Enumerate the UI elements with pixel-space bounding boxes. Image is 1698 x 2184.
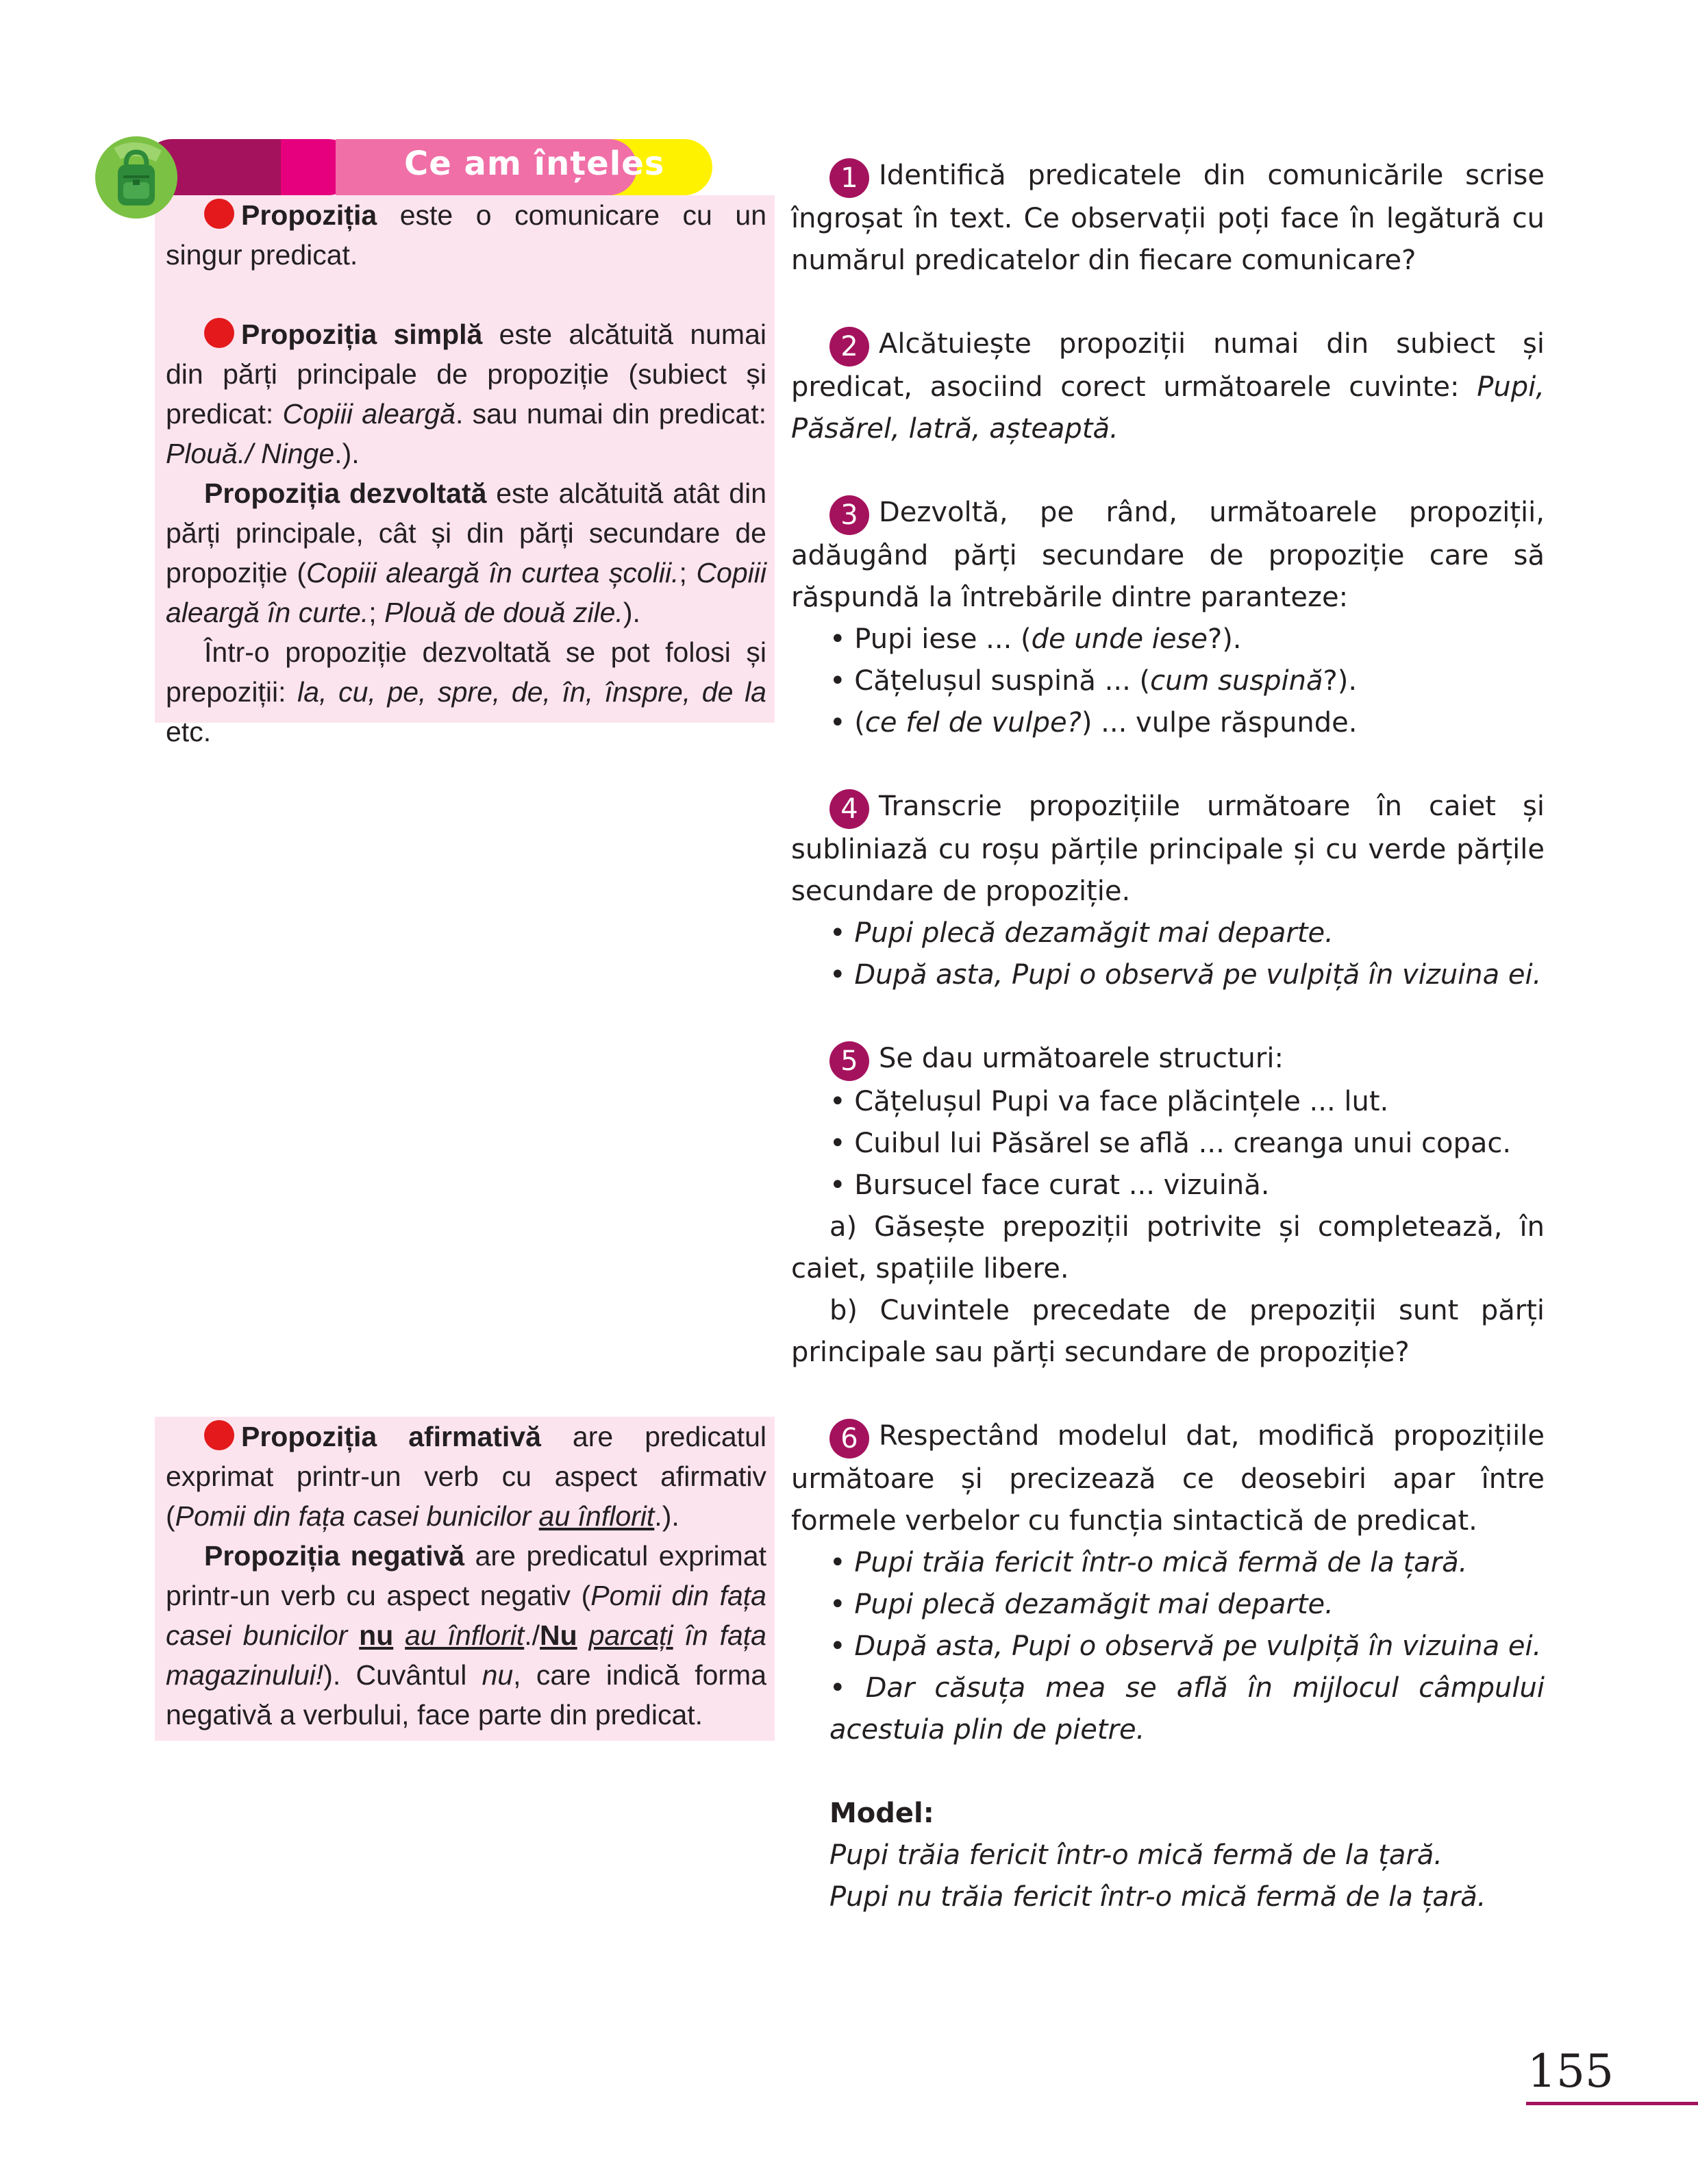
list-item: • Pupi iese ... (de unde iese?). (829, 623, 1242, 655)
exercise-3: 3 Dezvoltă, pe rând, următoarele propoziții, adăugând părți secundare de propoziție care să răspundă la întrebările dintre paranteze: • Pupi iese ... (de unde iese?). • Cățelușul suspină ... (cum suspină?). • (ce fel de vulpe?) ... vulpe răspunde. (791, 492, 1545, 744)
model-sentence-affirmative: Pupi trăia fericit într-o mică fermă de la țară. (829, 1839, 1443, 1871)
exercise-2: 2 Alcătuiește propoziții numai din subiect și predicat, asociind corect următoarele cuvinte: Pupi, Păsărel, latră, așteaptă. (791, 328, 1545, 445)
definition-developed-proposition: Propoziția dezvoltată este alcătuită atât din părți principale, cât și din părți secundare de propoziție (Copiii aleargă în curtea școlii.; Copiii aleargă în curte.; Plouă de două zile.). (166, 477, 767, 628)
definition-proposition: Propoziția este o comunicare cu un singur predicat. (166, 199, 766, 271)
exercise-number-badge: 2 (829, 327, 869, 367)
exercise-number-badge: 4 (829, 789, 869, 829)
page-number: 155 (1527, 2045, 1614, 2098)
subtask-a: a) Găsește prepoziții potrivite și completează, în caiet, spațiile libere. (791, 1211, 1545, 1285)
subtask-b: b) Cuvintele precedate de prepoziții sunt părți principale sau părți secundare de propoziție? (791, 1295, 1545, 1368)
list-item: • Bursucel face curat ... vizuină. (829, 1169, 1270, 1201)
section-title: Ce am înțeles (404, 145, 665, 183)
definition-box-affirmative-negative (155, 1417, 775, 1741)
exercise-number-badge: 5 (829, 1041, 869, 1081)
bullet-dot-icon (204, 1420, 234, 1450)
exercise-number-badge: 6 (829, 1419, 869, 1459)
exercise-6: 6 Respectând modelul dat, modifică propozițiile următoare și precizează ce deosebiri apar între formele verbelor cu funcția sintactică de predicat. • Pupi trăia fericit într-o mică fermă de la țară. • Pupi plecă dezamăgit mai departe. • După asta, Pupi o observă pe vulpiță în vizuina ei. • Dar căsuța mea se află în mijlocul câmpului acestuia plin de pietre. Model: Pupi trăia fericit într-o mică fermă de la țară. Pupi nu trăia fericit într-o mică fermă de la țară. (791, 1415, 1545, 1918)
exercise-number-badge: 3 (829, 495, 869, 535)
list-item: • Pupi plecă dezamăgit mai departe. (829, 1589, 1334, 1620)
list-item: • Cuibul lui Păsărel se află ... creanga unui copac. (829, 1128, 1512, 1159)
exercises-column (791, 155, 1545, 1960)
model-sentence-negative: Pupi nu trăia fericit într-o mică fermă de la țară. (829, 1881, 1486, 1913)
list-item: • Dar căsuța mea se află în mijlocul câmpului acestuia plin de pietre. (829, 1672, 1545, 1746)
exercise-1: 1 Identifică predicatele din comunicările scrise îngroșat în text. Ce observații poți face în legătură cu numărul predicatelor din fiecare comunicare? (791, 160, 1545, 276)
list-item: • Cățelușul Pupi va face plăcințele ... lut. (829, 1086, 1389, 1117)
list-item: • (ce fel de vulpe?) ... vulpe răspunde. (829, 707, 1358, 739)
model-label: Model: (829, 1798, 934, 1829)
bullet-dot-icon (204, 318, 234, 348)
prepositions-note: Într-o propoziție dezvoltată se pot folosi și prepoziții: la, cu, pe, spre, de, în, înspre, de la etc. (166, 636, 766, 747)
definition-box-propositions (155, 195, 775, 747)
definition-affirmative: Propoziția afirmativă are predicatul exprimat printr-un verb cu aspect afirmativ (Pomii din fața casei bunicilor au înflorit.). (166, 1421, 766, 1532)
page-number-underline (1526, 2102, 1698, 2105)
backpack-icon (93, 134, 179, 221)
list-item: • Pupi trăia fericit într-o mică fermă de la țară. (829, 1547, 1468, 1578)
exercise-5: 5 Se dau următoarele structuri: • Cățelușul Pupi va face plăcințele ... lut. • Cuibul lui Păsărel se află ... creanga unui copac. • Bursucel face curat ... vizuină. a) Găsește prepoziții potrivite și completează, în caiet, spațiile libere. b) Cuvintele precedate de prepoziții sunt părți principale sau părți secundare de propoziție? (791, 1038, 1545, 1374)
section-banner (144, 139, 712, 195)
bullet-dot-icon (204, 199, 234, 229)
exercise-4: 4 Transcrie propozițiile următoare în caiet și subliniază cu roșu părțile principale și cu verde părțile secundare de propoziție. • Pupi plecă dezamăgit mai departe. • După asta, Pupi o observă pe vulpiță în vizuina ei. (791, 786, 1545, 996)
definition-negative: Propoziția negativă are predicatul exprimat printr-un verb cu aspect negativ (Pomii din fața casei bunicilor nu au înflorit./Nu parcați în fața magazinului!). Cuvântul nu, care indică forma negativă a verbului, face parte din predicat. (166, 1540, 766, 1730)
list-item: • După asta, Pupi o observă pe vulpiță în vizuina ei. (829, 959, 1542, 991)
exercise-number-badge: 1 (829, 158, 869, 198)
list-item: • Cățelușul suspină ... (cum suspină?). (829, 665, 1358, 697)
definition-simple-proposition: Propoziția simplă este alcătuită numai din părți principale de propoziție (subiect și predicat: Copiii aleargă. sau numai din predicat: Plouă./ Ninge.). (166, 319, 766, 469)
list-item: • Pupi plecă dezamăgit mai departe. (829, 917, 1334, 949)
list-item: • După asta, Pupi o observă pe vulpiță în vizuina ei. (829, 1630, 1542, 1662)
